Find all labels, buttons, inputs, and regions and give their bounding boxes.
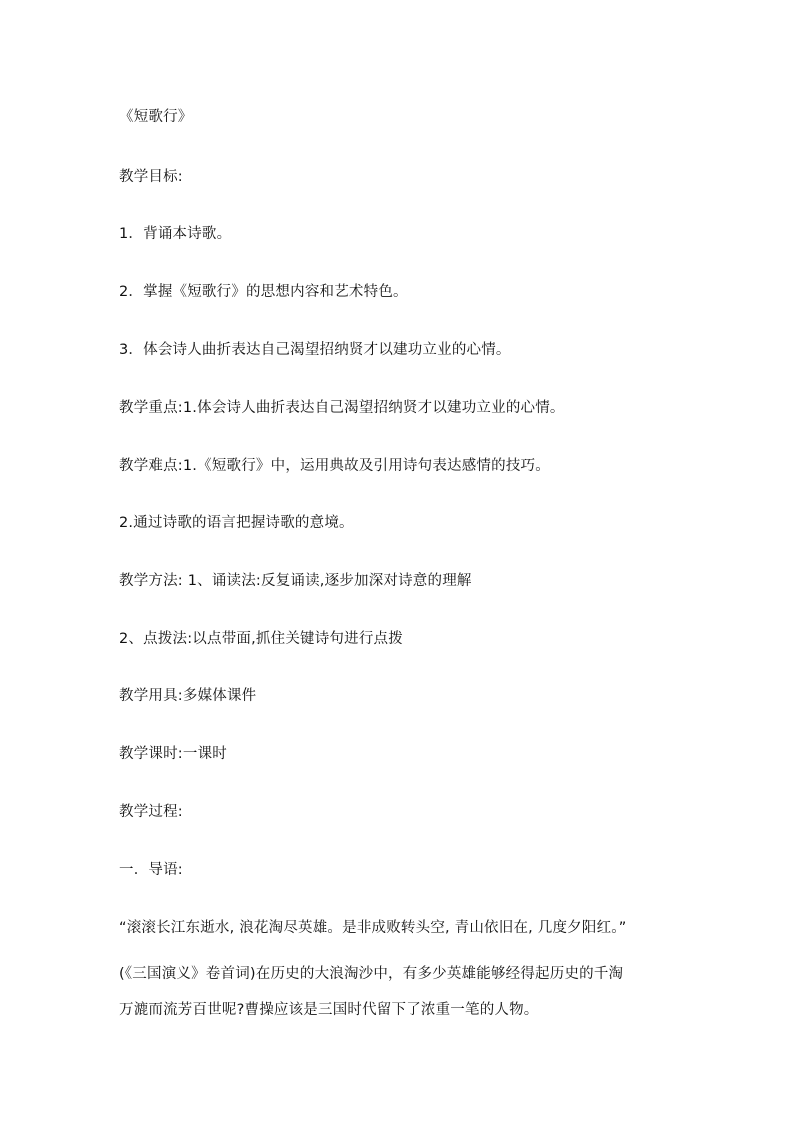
difficulty: 教学难点:1.《短歌行》中，运用典故及引用诗句表达感情的技巧。 xyxy=(119,458,550,474)
objective-item: 1．背诵本诗歌。 xyxy=(119,226,232,242)
teaching-tools: 教学用具:多媒体课件 xyxy=(119,688,257,704)
intro-paragraph-line: 万漉而流芳百世呢?曹操应该是三国时代留下了浓重一笔的人物。 xyxy=(119,1002,539,1018)
intro-paragraph-line: “滚滚长江东逝水, 浪花淘尽英雄。是非成败转头空, 青山依旧在, 几度夕阳红。” xyxy=(119,920,627,936)
teaching-method: 教学方法: 1、诵读法:反复诵读,逐步加深对诗意的理解 xyxy=(119,573,472,589)
teaching-method-2: 2、点拨法:以点带面,抓住关键诗句进行点拨 xyxy=(119,631,403,647)
key-point: 教学重点:1.体会诗人曲折表达自己渴望招纳贤才以建功立业的心情。 xyxy=(119,400,565,416)
document-title: 《短歌行》 xyxy=(119,109,193,125)
objective-item: 2．掌握《短歌行》的思想内容和艺术特色。 xyxy=(119,284,408,300)
teaching-hours: 教学课时:一课时 xyxy=(119,746,227,762)
intro-heading: 一．导语: xyxy=(119,862,183,878)
objective-item: 3．体会诗人曲折表达自己渴望招纳贤才以建功立业的心情。 xyxy=(119,342,511,358)
difficulty-2: 2.通过诗歌的语言把握诗歌的意境。 xyxy=(119,515,354,531)
objectives-heading: 教学目标: xyxy=(119,169,183,185)
process-heading: 教学过程: xyxy=(119,804,183,820)
intro-paragraph-line: (《三国演义》卷首词)在历史的大浪淘沙中，有多少英雄能够经得起历史的千淘 xyxy=(119,966,624,982)
